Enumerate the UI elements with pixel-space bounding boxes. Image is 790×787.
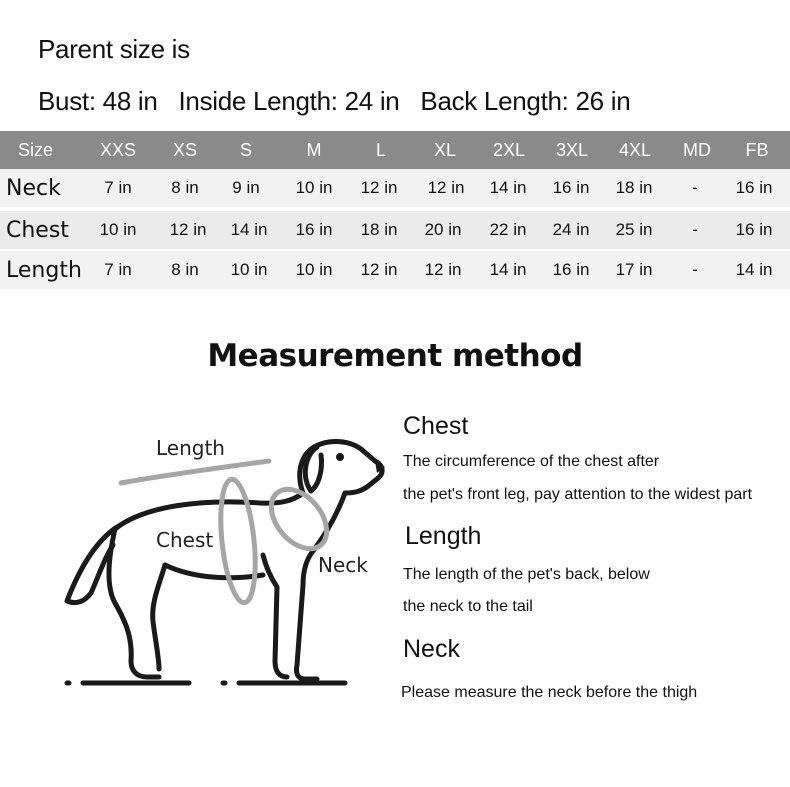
table-cell: 9 in xyxy=(232,178,260,197)
diagram-label-neck: Neck xyxy=(318,553,368,577)
header-cell: M xyxy=(306,139,322,160)
table-cell: 7 in xyxy=(104,260,132,279)
table-cell: 14 in xyxy=(489,178,527,197)
table-cell: 25 in xyxy=(615,220,653,239)
table-row-chest xyxy=(0,211,790,249)
table-cell: 14 in xyxy=(230,220,268,239)
table-cell: 10 in xyxy=(230,260,268,279)
table-cell: 8 in xyxy=(171,178,199,197)
neck-section-title: Neck xyxy=(403,635,460,663)
length-section-line: the neck to the tail xyxy=(403,598,533,615)
length-section-line: The length of the pet's back, below xyxy=(403,566,650,583)
header-cell: XXS xyxy=(99,139,137,160)
neck-measure-line xyxy=(260,479,337,559)
header-cell: Size xyxy=(18,139,54,160)
table-cell: 12 in xyxy=(424,260,462,279)
table-cell: 16 in xyxy=(552,178,590,197)
measurement-method-title: Measurement method xyxy=(207,338,583,374)
table-cell: 20 in xyxy=(424,220,462,239)
header-cell: 3XL xyxy=(555,139,589,160)
table-cell: 8 in xyxy=(171,260,199,279)
table-cell: 10 in xyxy=(295,178,333,197)
diagram-label-chest: Chest xyxy=(156,528,214,552)
header-cell: MD xyxy=(683,139,711,160)
header-cell: FB xyxy=(745,139,769,160)
table-cell: 14 in xyxy=(735,260,773,279)
neck-section-line: Please measure the neck before the thigh xyxy=(401,684,698,701)
chest-section-line: the pet's front leg, pay attention to the widest part xyxy=(403,486,753,503)
table-row-length xyxy=(0,251,790,289)
header-cell: 2XL xyxy=(492,139,526,160)
length-section-title: Length xyxy=(405,522,482,550)
parent-size-title: Parent size is xyxy=(38,34,190,64)
back-length-value: Back Length: 26 in xyxy=(420,86,631,116)
table-cell: 16 in xyxy=(735,220,773,239)
chest-measure-line xyxy=(216,478,261,605)
table-cell: 12 in xyxy=(360,178,398,197)
row-label: Chest xyxy=(6,217,69,243)
table-cell: 18 in xyxy=(615,178,653,197)
chest-section-line: The circumference of the chest after xyxy=(403,453,660,470)
header-cell: XL xyxy=(433,139,457,160)
table-cell: 16 in xyxy=(552,260,590,279)
header-cell: S xyxy=(239,139,252,160)
table-cell: 17 in xyxy=(615,260,653,279)
dog-eye-icon xyxy=(336,453,344,461)
diagram-label-length: Length xyxy=(156,436,225,460)
row-label: Length xyxy=(6,257,82,283)
table-cell: 7 in xyxy=(104,178,132,197)
table-cell: 12 in xyxy=(427,178,465,197)
chest-section-title: Chest xyxy=(403,412,469,440)
table-cell: 18 in xyxy=(360,220,398,239)
length-measure-line xyxy=(121,461,269,483)
row-label: Neck xyxy=(6,175,61,201)
table-cell: 12 in xyxy=(169,220,207,239)
header-cell: L xyxy=(375,139,386,160)
parent-dimensions xyxy=(38,86,644,117)
table-cell: 16 in xyxy=(295,220,333,239)
table-cell: 22 in xyxy=(489,220,527,239)
size-table-header xyxy=(0,131,790,169)
table-cell: 10 in xyxy=(295,260,333,279)
header-cell: 4XL xyxy=(618,139,652,160)
table-cell: 14 in xyxy=(489,260,527,279)
table-row-neck xyxy=(0,169,790,207)
header-cell: XS xyxy=(172,139,197,160)
table-cell: 24 in xyxy=(552,220,590,239)
table-cell: 12 in xyxy=(360,260,398,279)
inside-length-value: Inside Length: 24 in xyxy=(178,86,400,116)
table-cell: 10 in xyxy=(99,220,137,239)
table-cell: 16 in xyxy=(735,178,773,197)
table-cell: - xyxy=(692,260,698,279)
table-cell: - xyxy=(692,178,698,197)
table-cell: - xyxy=(692,220,698,239)
bust-value: Bust: 48 in xyxy=(38,86,158,116)
